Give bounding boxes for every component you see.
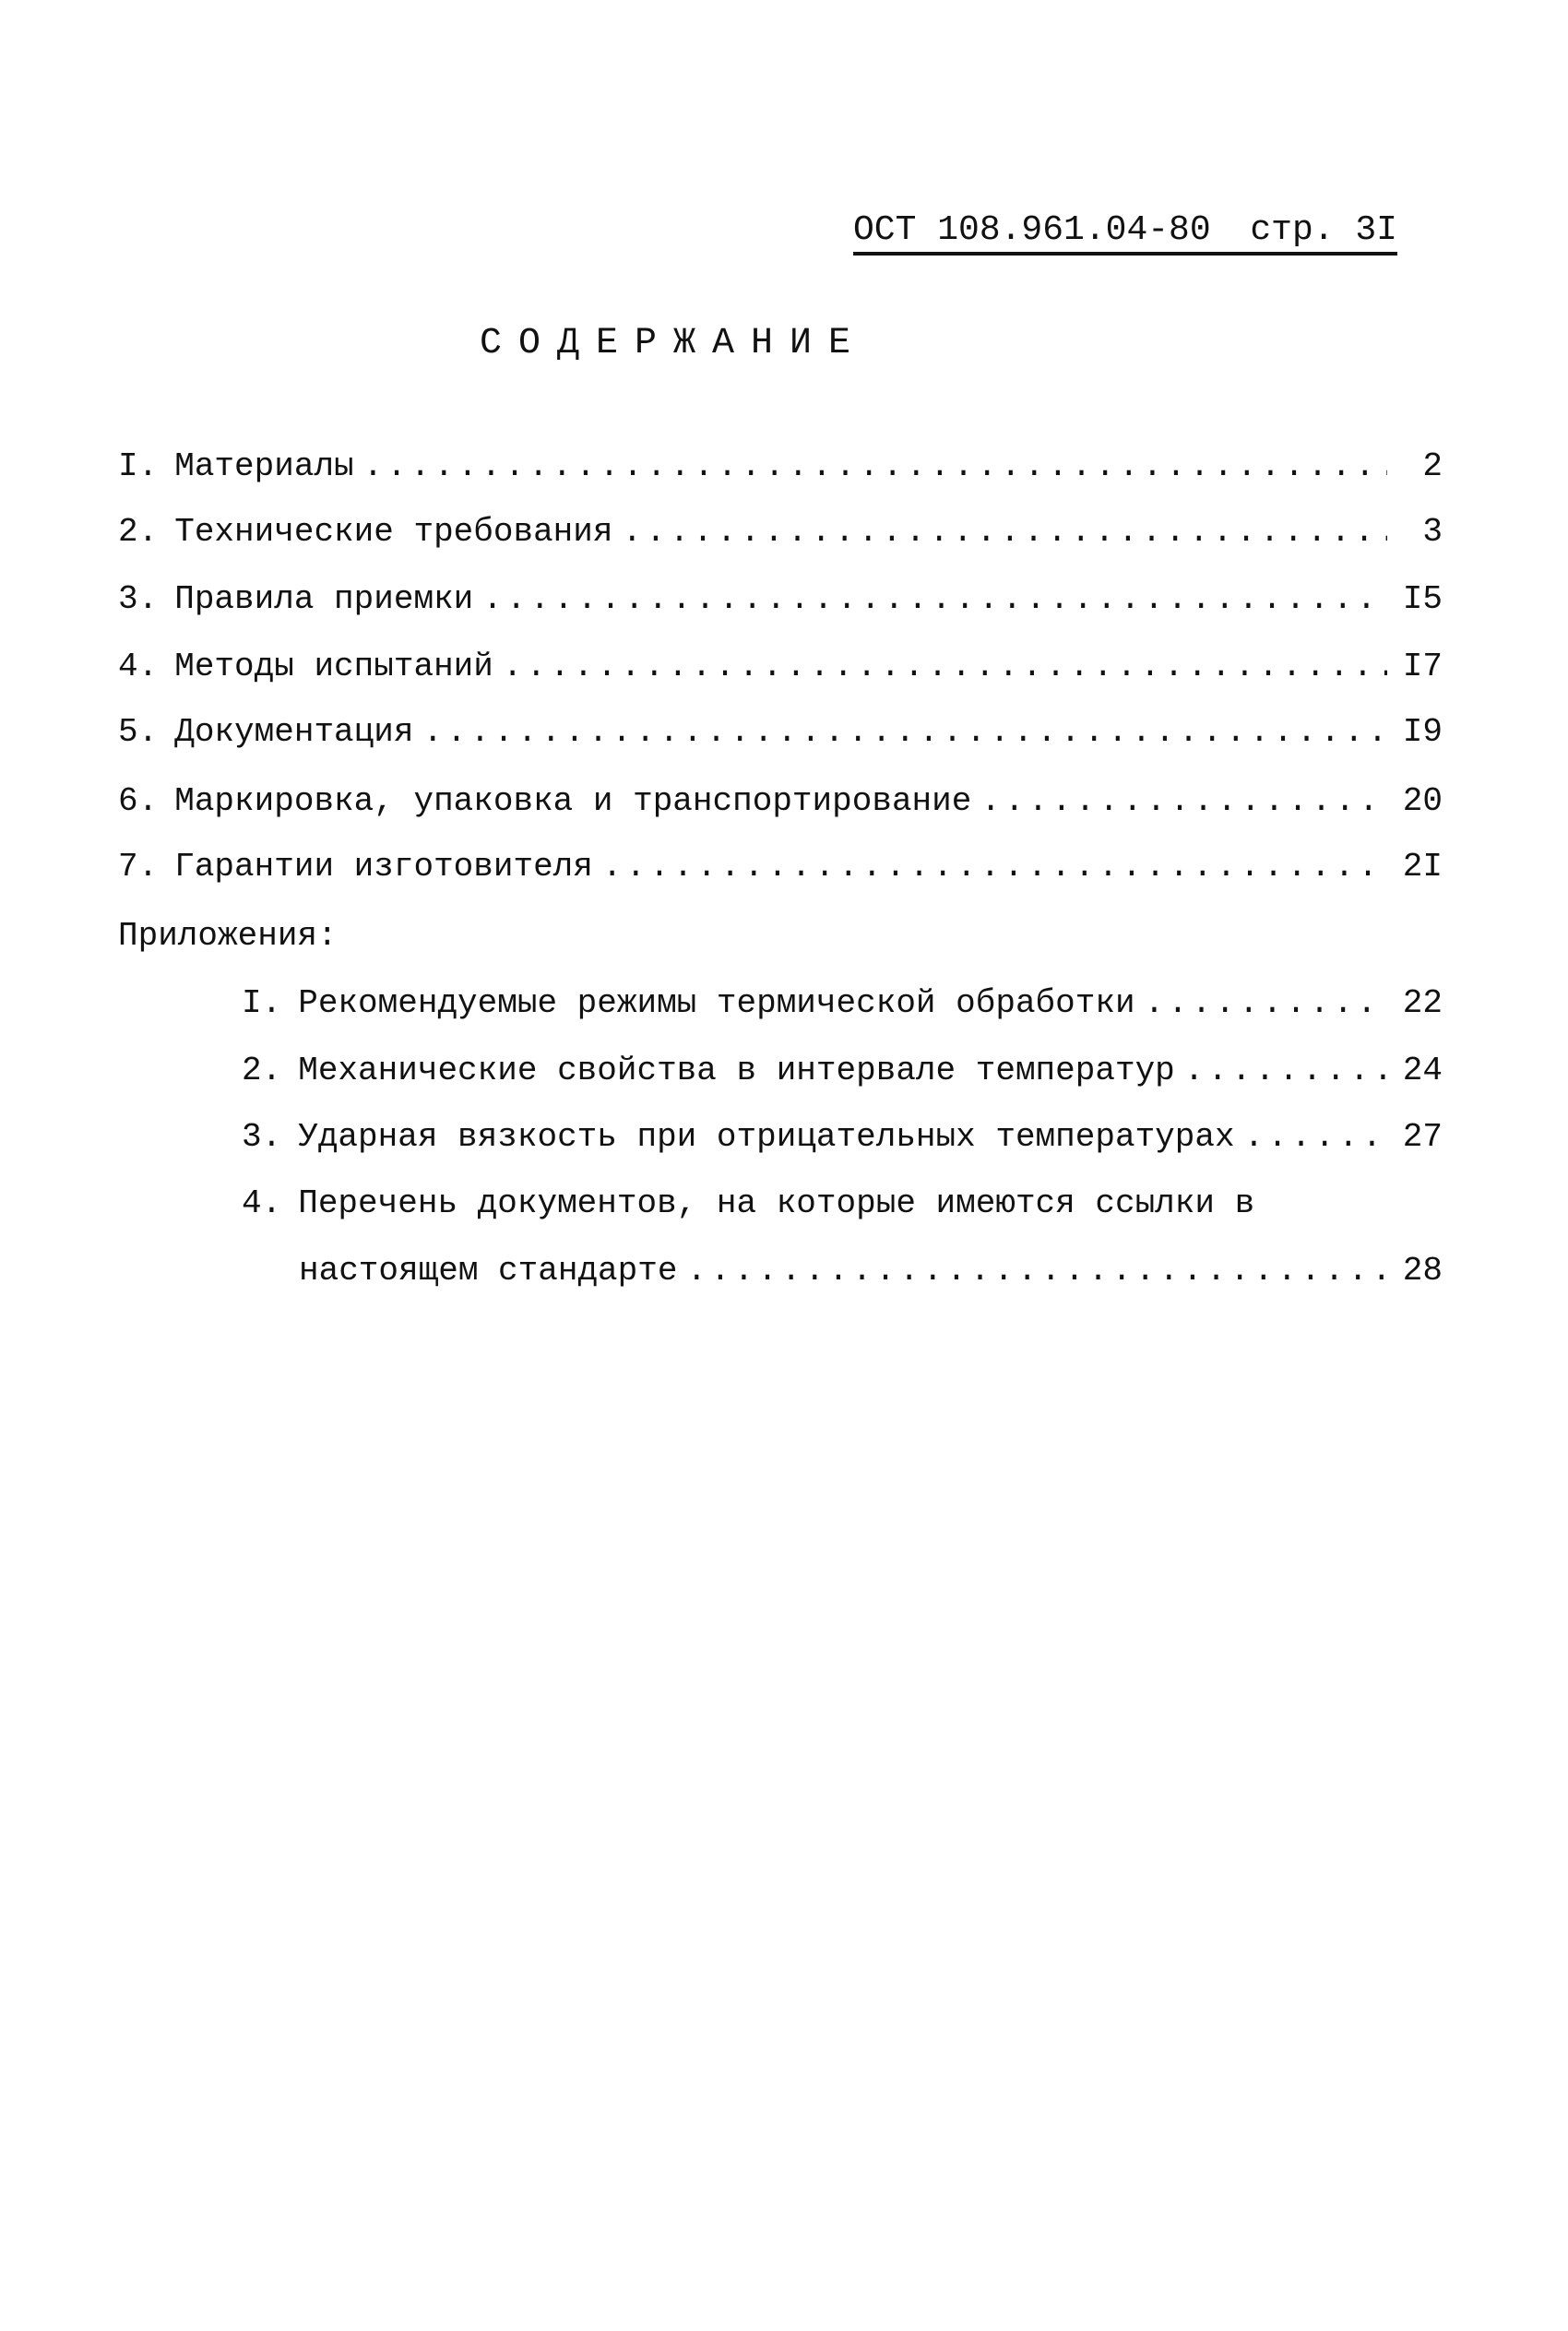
toc-entry: I. Материалы ..... 2	[118, 447, 1443, 485]
appendix-entry-continuation: настоящем стандарте ..... 28	[299, 1252, 1443, 1290]
page-header	[853, 210, 1397, 256]
toc-entry: 5. Документация ..... I9	[118, 713, 1443, 751]
appendices-heading: Приложения:	[118, 917, 338, 955]
appendix-entry: I. Рекомендуемые режимы термической обработки ..... 22	[242, 984, 1443, 1022]
page-number: стр. 3I	[1250, 210, 1397, 250]
page-title: СОДЕРЖАНИЕ	[480, 323, 868, 364]
toc-entry: 2. Технические требования ..... 3	[118, 513, 1443, 551]
toc-entry: 7. Гарантии изготовителя ..... 2I	[118, 848, 1443, 886]
appendix-entry: 3. Ударная вязкость при отрицательных температурах ..... 27	[242, 1118, 1443, 1156]
toc-entry: 6. Маркировка, упаковка и транспортирование ..... 20	[118, 782, 1443, 820]
toc-entry: 3. Правила приемки ..... I5	[118, 580, 1443, 618]
document-code: ОСТ 108.961.04-80	[853, 210, 1211, 250]
appendix-entry: 2. Механические свойства в интервале температур ..... 24	[242, 1052, 1443, 1089]
appendix-entry: 4. Перечень документов, на которые имеются ссылки в	[242, 1184, 1255, 1222]
toc-entry: 4. Методы испытаний ..... I7	[118, 648, 1443, 685]
